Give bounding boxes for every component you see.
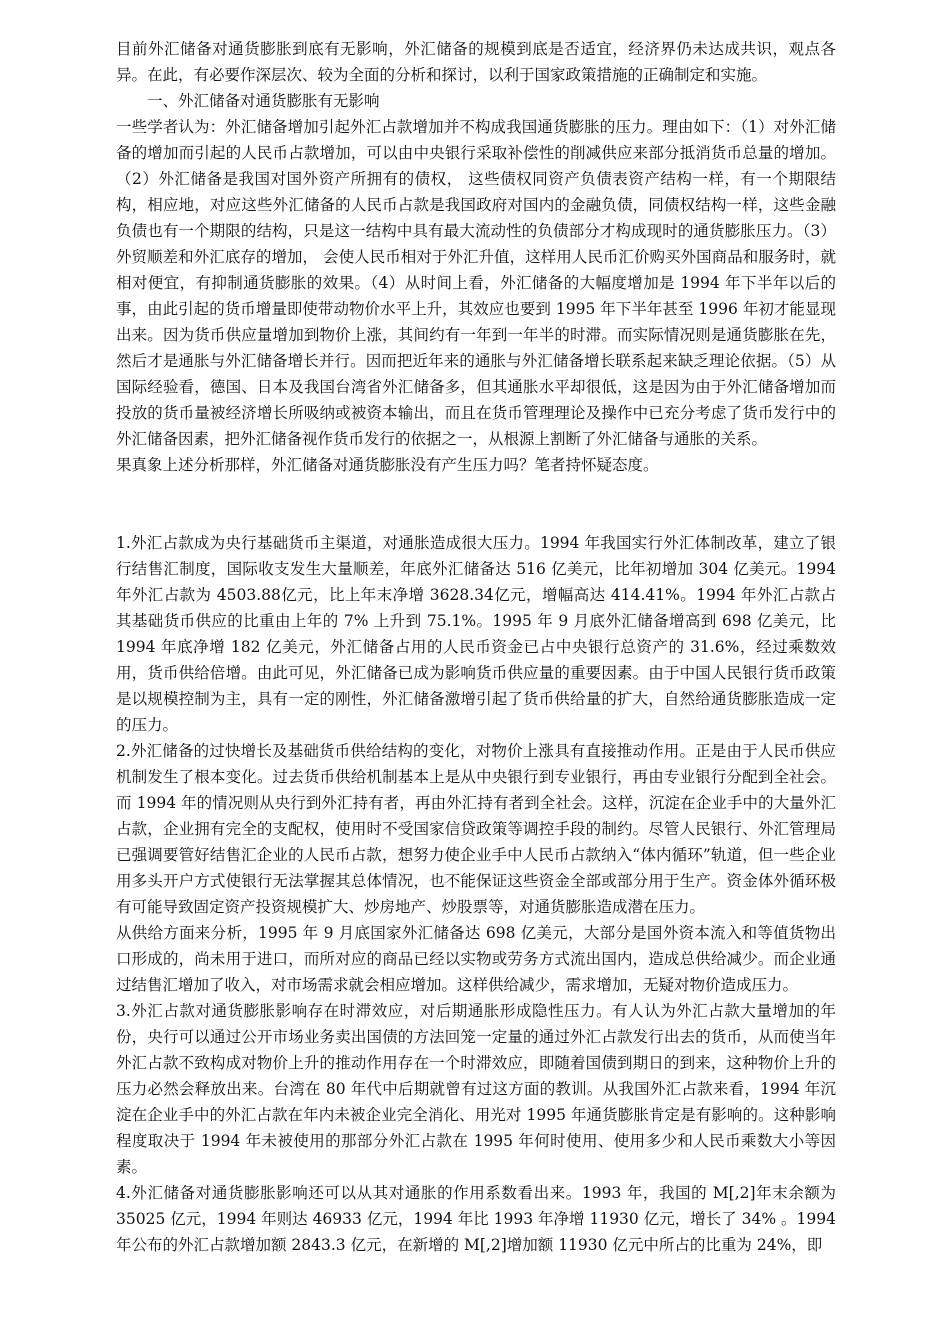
- point-4-paragraph: 4.外汇储备对通货膨胀影响还可以从其对通胀的作用系数看出来。1993 年，我国的 M[,2]年末余额为 35025 亿元，1994 年则达 46933 亿元，1994 年比 1993 年净增 11930 亿元，增长了 34% 。1994 年公布的外汇占款增加额 2843.3 亿元，在新增的 M[,2]增加额 11930 亿元中所占的比重为 24%，即: [116, 1184, 836, 1254]
- scholars-view-paragraph: 一些学者认为：外汇储备增加引起外汇占款增加并不构成我国通货膨胀的压力。理由如下：（1）对外汇储备的增加而引起的人民币占款增加，可以由中央银行采取补偿性的削减供应来部分抵消货币总量的增加。（2）外汇储备是我国对国外资产所拥有的债权， 这些债权同资产负债表资产结构一样，有一个期限结构，相应地，对应这些外汇储备的人民币占款是我国政府对国内的金融负债，同债权结构一样，这些金融负债也有一个期限的结构，只是这一结构中具有最大流动性的负债部分才构成现时的通货膨胀压力。（3）外贸顺差和外汇底存的增加， 会使人民币相对于外汇升值，这样用人民币汇价购买外国商品和服务时，就相对便宜，有抑制通货膨胀的效果。（4）从时间上看，外汇储备的大幅度增加是 1994 年下半年以后的事，由此引起的货币增量即使带动物价水平上升，其效应也要到 1995 年下半年甚至 1996 年初才能显现出来。因为货币供应量增加到物价上涨，其间约有一年到一年半的时滞。而实际情况则是通货膨胀在先，然后才是通胀与外汇储备增长并行。因而把近年来的通胀与外汇储备增长联系起来缺乏理论依据。（5）从国际经验看，德国、日本及我国台湾省外汇储备多，但其通胀水平却很低，这是因为由于外汇储备增加而投放的货币量被经济增长所吸纳或被资本输出，而且在货币管理理论及操作中已充分考虑了货币发行中的外汇储备因素，把外汇储备视作货币发行的依据之一，从根源上割断了外汇储备与通胀的关系。: [116, 118, 836, 448]
- paragraph-gap: [116, 478, 836, 530]
- document-body: [116, 36, 836, 1258]
- point-3-paragraph: 3.外汇占款对通货膨胀影响存在时滞效应，对后期通胀形成隐性压力。有人认为外汇占款大量增加的年份，央行可以通过公开市场业务卖出国债的方法回笼一定量的通过外汇占款发行出去的货币，从而使当年外汇占款不致构成对物价上升的推动作用存在一个时滞效应，即随着国债到期日的到来，这种物价上升的压力必然会释放出来。台湾在 80 年代中后期就曾有过这方面的教训。从我国外汇占款来看，1994 年沉淀在企业手中的外汇占款在年内未被企业完全消化、用光对 1995 年通货膨胀肯定是有影响的。这种影响程度取决于 1994 年未被使用的那部分外汇占款在 1995 年何时使用、使用多少和人民币乘数大小等因素。: [116, 1002, 836, 1176]
- section-heading: 一、外汇储备对通货膨胀有无影响: [147, 92, 380, 110]
- intro-paragraph: 目前外汇储备对通货膨胀到底有无影响，外汇储备的规模到底是否适宜，经济界仍未达成共识，观点各异。在此，有必要作深层次、较为全面的分析和探讨，以利于国家政策措施的正确制定和实施。: [116, 40, 836, 84]
- doubt-paragraph: 果真象上述分析那样，外汇储备对通货膨胀没有产生压力吗？笔者持怀疑态度。: [116, 456, 659, 474]
- supply-analysis-paragraph: 从供给方面来分析，1995 年 9 月底国家外汇储备达 698 亿美元，大部分是国外资本流入和等值货物出口形成的，尚未用于进口，而所对应的商品已经以实物或劳务方式流出国内，造成总供给减少。而企业通过结售汇增加了收入，对市场需求就会相应增加。这样供给减少，需求增加，无疑对物价造成压力。: [116, 924, 836, 994]
- point-1-paragraph: 1.外汇占款成为央行基础货币主渠道，对通胀造成很大压力。1994 年我国实行外汇体制改革，建立了银行结售汇制度，国际收支发生大量顺差，年底外汇储备达 516 亿美元，比年初增加 304 亿美元。1994 年外汇占款为 4503.88亿元，比上年末净增 3628.34亿元，增幅高达 414.41%。1994 年外汇占款占其基础货币供应的比重由上年的 7% 上升到 75.1%。1995 年 9 月底外汇储备增高到 698 亿美元，比 1994 年底净增 182 亿美元，外汇储备占用的人民币资金已占中央银行总资产的 31.6%，经过乘数效用，货币供给倍增。由此可见，外汇储备已成为影响货币供应量的重要因素。由于中国人民银行货币政策是以规模控制为主，具有一定的刚性，外汇储备激增引起了货币供给量的扩大，自然给通货膨胀造成一定的压力。: [116, 534, 836, 734]
- point-2-paragraph: 2.外汇储备的过快增长及基础货币供给结构的变化，对物价上涨具有直接推动作用。正是由于人民币供应机制发生了根本变化。过去货币供给机制基本上是从中央银行到专业银行，再由专业银行分配到全社会。而 1994 年的情况则从央行到外汇持有者，再由外汇持有者到全社会。这样，沉淀在企业手中的大量外汇占款，企业拥有完全的支配权，使用时不受国家信贷政策等调控手段的制约。尽管人民银行、外汇管理局已强调要管好结售汇企业的人民币占款，想努力使企业手中人民币占款纳入“体内循环”轨道，但一些企业用多头开户方式使银行无法掌握其总体情况，也不能保证这些资金全部或部分用于生产。资金体外循环极有可能导致固定资产投资规模扩大、炒房地产、炒股票等，对通货膨胀造成潜在压力。: [116, 742, 836, 916]
